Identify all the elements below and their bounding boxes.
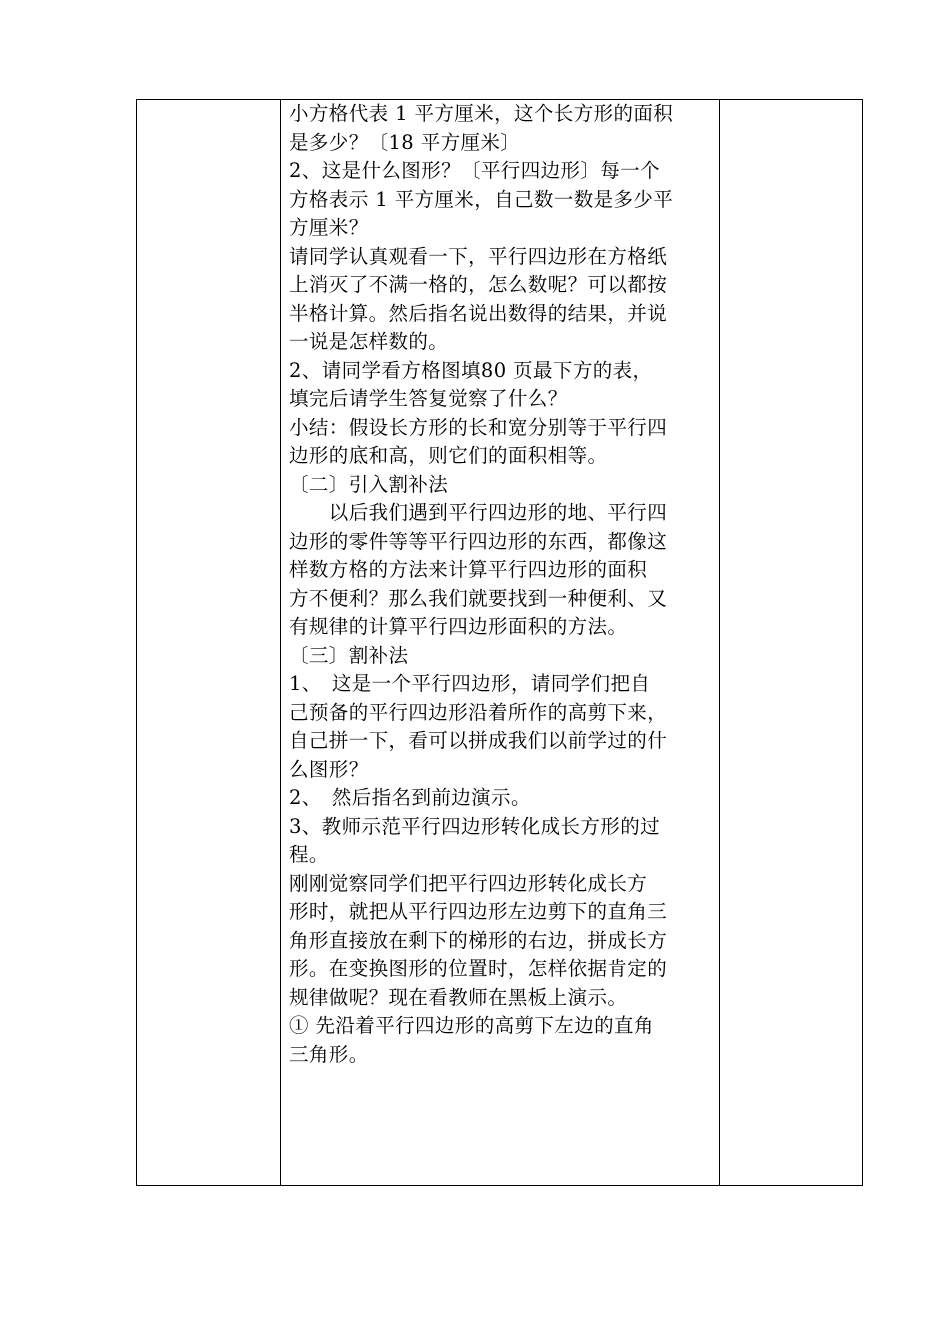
text-line: 刚刚觉察同学们把平行四边形转化成长方 bbox=[289, 871, 648, 895]
text-line: 2、 然后指名到前边演示。 bbox=[289, 786, 531, 809]
text-line: 小方格代表 1 平方厘米，这个长方形的面积 bbox=[289, 102, 674, 125]
text-line: 自己拼一下，看可以拼成我们以前学过的什 bbox=[289, 729, 668, 752]
section-heading: 〔三〕割补法 bbox=[289, 643, 409, 667]
text-line: 请同学认真观看一下，平行四边形在方格纸 bbox=[289, 244, 668, 268]
text-line: 三角形。 bbox=[289, 1042, 369, 1066]
text-line: 填完后请学生答复觉察了什么？ bbox=[289, 387, 568, 410]
text-line: 程。 bbox=[289, 843, 329, 866]
column-divider-right bbox=[719, 100, 720, 1185]
text-line: 有规律的计算平行四边形面积的方法。 bbox=[289, 615, 628, 638]
text-line: 形时，就把从平行四边形左边剪下的直角三 bbox=[289, 900, 668, 923]
text-line: 上消灭了不满一格的，怎么数呢？可以都按 bbox=[289, 273, 668, 296]
text-line: 己预备的平行四边形沿着所作的高剪下来， bbox=[289, 700, 668, 724]
text-line: 3、教师示范平行四边形转化成长方形的过 bbox=[289, 814, 661, 838]
text-line: 1、 这是一个平行四边形，请同学们把自 bbox=[289, 672, 651, 695]
text-line: 小结：假设长方形的长和宽分别等于平行四 bbox=[289, 415, 668, 439]
text-line: 边形的零件等等平行四边形的东西，都像这 bbox=[289, 529, 668, 553]
text-line: 是多少？〔18 平方厘米〕 bbox=[289, 130, 521, 154]
text-line: 么图形？ bbox=[289, 757, 369, 781]
text-line: 形。在变换图形的位置时，怎样依据肯定的 bbox=[289, 957, 668, 980]
text-line: ① 先沿着平行四边形的高剪下左边的直角 bbox=[289, 1014, 654, 1037]
lesson-content-cell bbox=[289, 100, 717, 1069]
text-line: 方厘米？ bbox=[289, 216, 369, 239]
text-line: 方不便利？那么我们就要找到一种便利、又 bbox=[289, 586, 668, 610]
text-line: 规律做呢？现在看教师在黑板上演示。 bbox=[289, 985, 628, 1009]
text-line: 角形直接放在剩下的梯形的右边，拼成长方 bbox=[289, 928, 668, 952]
text-line: 以后我们遇到平行四边形的地、平行四 bbox=[289, 501, 668, 524]
text-line: 一说是怎样数的。 bbox=[289, 330, 449, 353]
column-divider-left bbox=[280, 100, 281, 1185]
text-line: 2、这是什么图形？〔平行四边形〕每一个 bbox=[289, 159, 661, 182]
text-line: 样数方格的方法来计算平行四边形的面积 bbox=[289, 558, 648, 581]
section-heading: 〔二〕引入割补法 bbox=[289, 472, 449, 496]
text-line: 边形的底和高，则它们的面积相等。 bbox=[289, 444, 608, 467]
text-line: 2、请同学看方格图填80 页最下方的表， bbox=[289, 358, 653, 382]
text-line: 方格表示 1 平方厘米，自己数一数是多少平 bbox=[289, 187, 674, 211]
text-line: 半格计算。然后指名说出数得的结果，并说 bbox=[289, 301, 668, 325]
lesson-table bbox=[136, 99, 863, 1186]
